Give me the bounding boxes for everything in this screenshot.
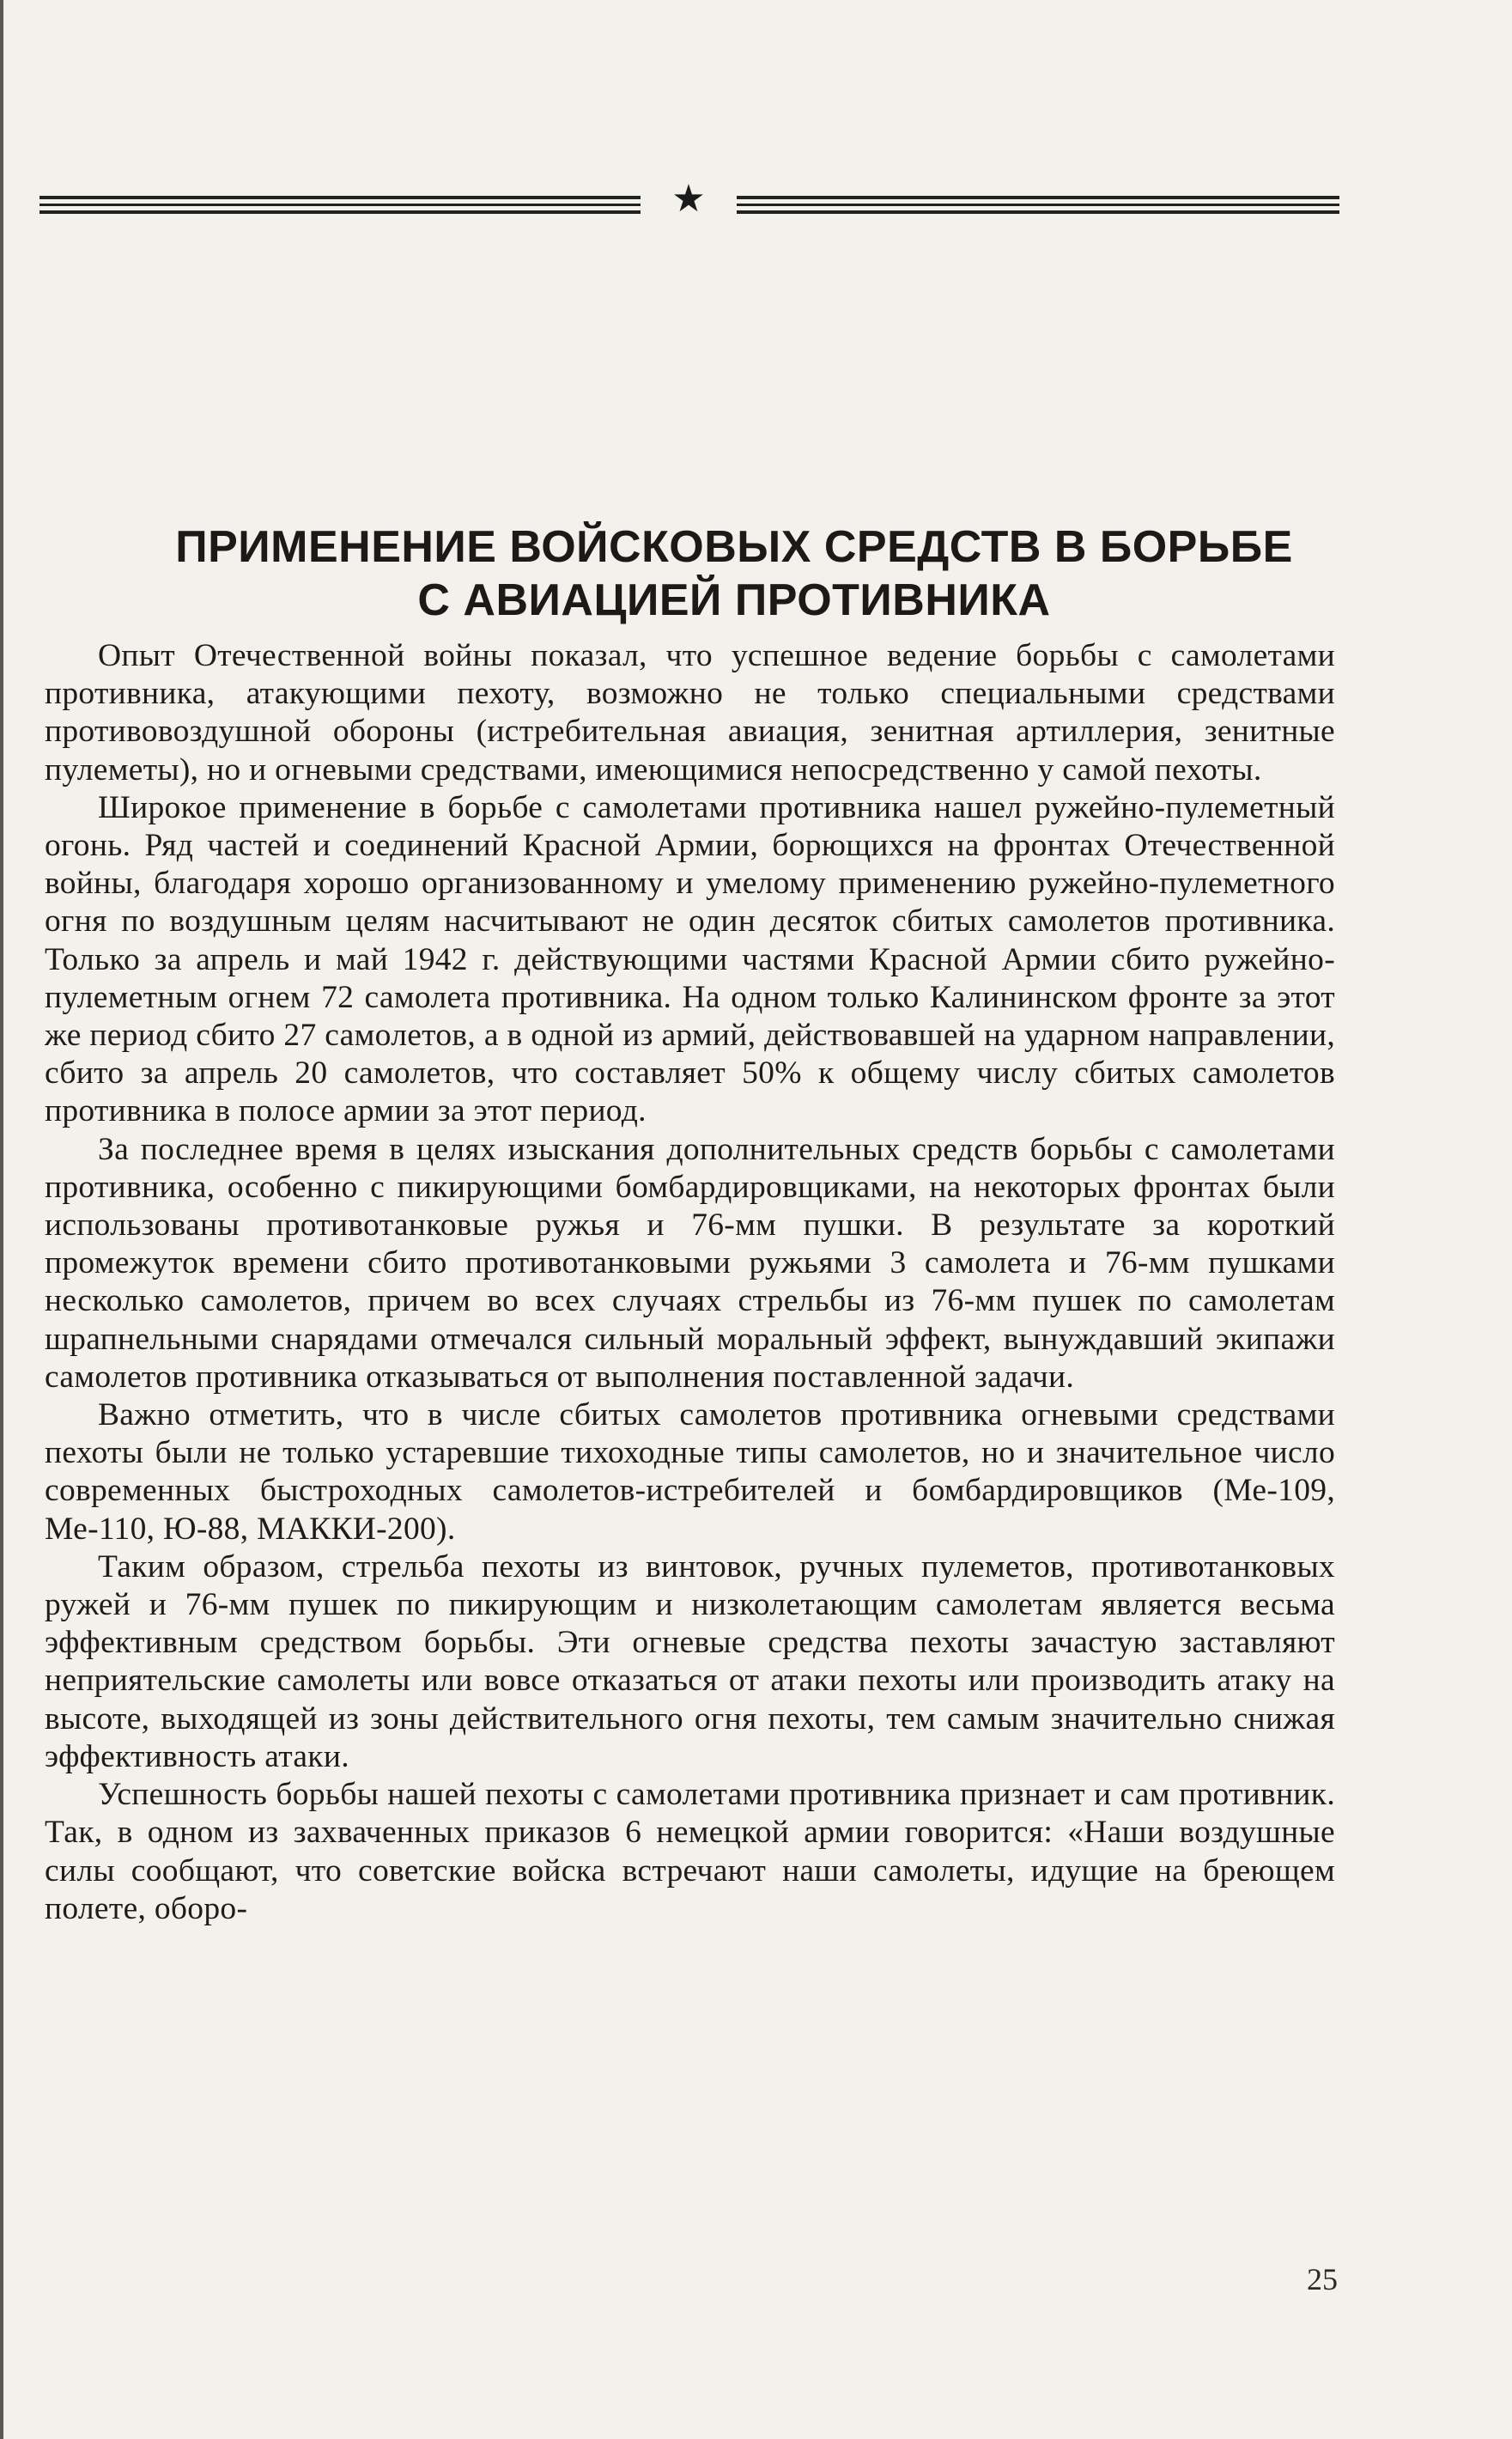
paragraph-2: Широкое применение в борьбе с самолетами противника нашел ружейно-пулеметный огонь. Ряд частей и соединений Красной Армии, борющихся на фронтах Отечественной войны, благодаря хорошо организованному и умелому применению ружейно-пулеметного огня по воздушным целям насчитывают не один десяток сбитых самолетов противника. Только за апрель и май 1942 г. действующими частями Красной Армии сбито ружейно-пулеметным огнем 72 самолета противника. На одном только Калининском фронте за этот же период сбито 27 самолетов, а в одной из армий, действовавшей на ударном направлении, сбито за апрель 20 самолетов, что составляет 50% к общему числу сбитых самолетов противника в полосе армии за этот период. [45,789,1335,1129]
page-number: 25 [1307,2262,1338,2296]
star-icon: ★ [671,177,706,221]
paragraph-1: Опыт Отечественной войны показал, что успешное ведение борьбы с самолетами противника, атакующими пехоту, возможно не только специальными средствами противовоздушной обороны (истребительная авиация, зенитная артиллерия, зенитные пулеметы), но и огневыми средствами, имеющимися непосредственно у самой пехоты. [45,638,1335,788]
header-rule-left [39,194,641,216]
paragraph-6: Успешность борьбы нашей пехоты с самолетами противника признает и сам противник. Так, в одном из захваченных приказов 6 немецкой армии говорится: «Наши воздушные силы сообщают, что советские войска встречают наши самолеты, идущие на бреющем полете, оборо- [45,1777,1335,1926]
page-edge-shadow [0,0,3,2439]
article-title-line-2: С АВИАЦИЕЙ ПРОТИВНИКА [417,575,1051,625]
article-body [45,637,1335,1928]
paragraph-4: Важно отметить, что в числе сбитых самолетов противника огневыми средствами пехоты были не только устаревшие тихоходные типы самолетов, но и значительное число современных быстроходных самолетов-истребителей и бомбардировщиков (Ме-109, Ме-110, Ю-88, МАККИ-200). [45,1397,1335,1547]
paragraph-5: Таким образом, стрельба пехоты из винтовок, ручных пулеметов, противотанковых ружей и 76-мм пушек по пикирующим и низколетающим самолетам является весьма эффективным средством борьбы. Эти огневые средства пехоты зачастую заставляют неприятельские самолеты или вовсе отказаться от атаки пехоты или производить атаку на высоте, выходящей из зоны действительного огня пехоты, тем самым значительно снижая эффективность атаки. [45,1548,1335,1774]
paragraph-3: За последнее время в целях изыскания дополнительных средств борьбы с самолетами противника, особенно с пикирующими бомбардировщиками, на некоторых фронтах были использованы противотанковые ружья и 76-мм пушки. В результате за короткий промежуток времени сбито противотанковыми ружьями 3 самолета и 76-мм пушками несколько самолетов, причем во всех случаях стрельбы из 76-мм пушек по самолетам шрапнельными снарядами отмечался сильный моральный эффект, вынуждавший экипажи самолетов противника отказываться от выполнения поставленной задачи. [45,1131,1335,1395]
article-title-line-1: ПРИМЕНЕНИЕ ВОЙСКОВЫХ СРЕДСТВ В БОРЬБЕ [175,522,1293,572]
header-rule-right [737,194,1339,216]
